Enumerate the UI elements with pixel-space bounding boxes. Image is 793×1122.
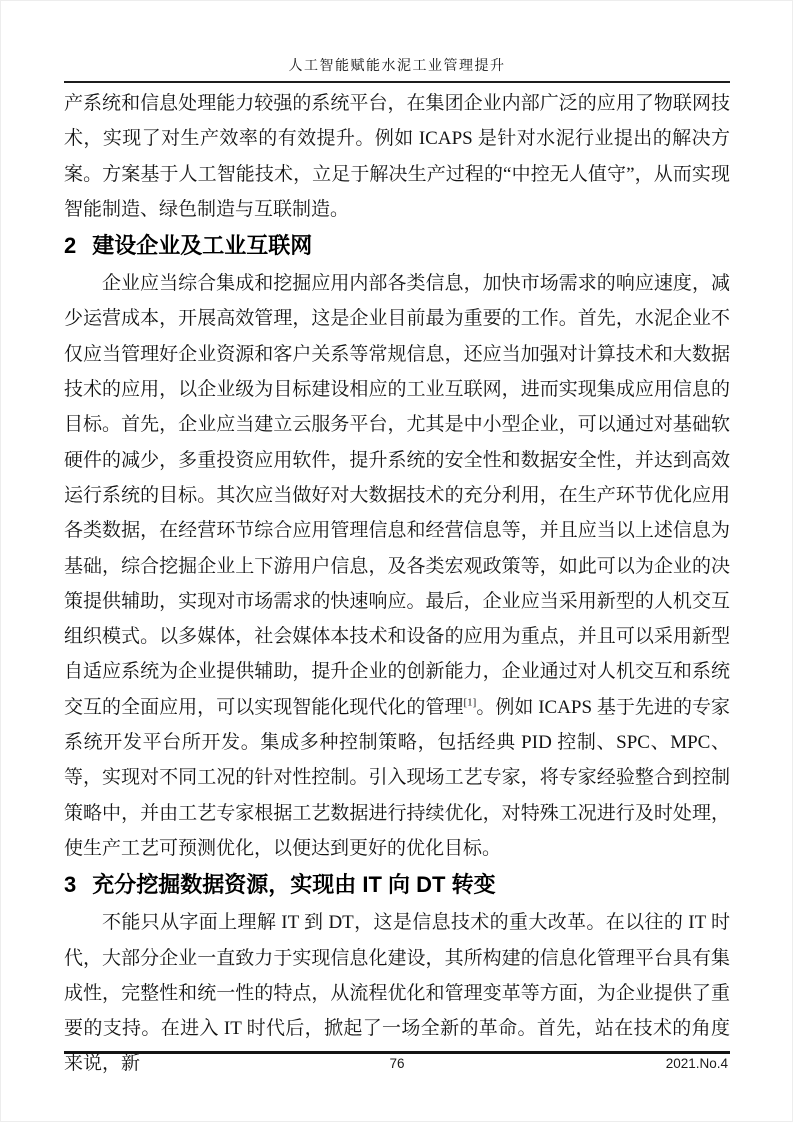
paragraph-section-2 [64,266,730,866]
page-footer [64,1051,730,1074]
section-title: 充分挖掘数据资源，实现由 IT 向 DT 转变 [92,872,496,898]
paragraph-section-3: 不能只从字面上理解 IT 到 DT，这是信息技术的重大改革。在以往的 IT 时代，大部分企业一直致力于实现信息化建设，其所构建的信息化管理平台具有集成性，完整性和统一性的特点，从流程优化和管理变革等方面，为企业提供了重要的支持。在进入 IT 时代后，掀起了一场全新的革命。首先，站在技术的角度来说，新 [64,912,730,1075]
paragraph-text: 企业应当综合集成和挖掘应用内部各类信息，加快市场需求的响应速度，减少运营成本，开展高效管理，这是企业目前最为重要的工作。首先，水泥企业不仅应当管理好企业资源和客户关系等常规信息，还应当加强对计算技术和大数据技术的应用，以企业级为目标建设相应的工业互联网，进而实现集成应用信息的目标。首先，企业应当建立云服务平台，尤其是中小型企业，可以通过对基础软硬件的减少，多重投资应用软件，提升系统的安全性和数据安全性，并达到高效运行系统的目标。其次应当做好对大数据技术的充分利用，在生产环节优化应用各类数据，在经营环节综合应用管理信息和经营信息等，并且应当以上述信息为基础，综合挖掘企业上下游用户信息，及各类宏观政策等，如此可以为企业的决策提供辅助，实现对市场需求的快速响应。最后，企业应当采用新型的人机交互组织模式。以多媒体，社会媒体本技术和设备的应用为重点，并且可以采用新型自适应系统为企业提供辅助，提升企业的创新能力，企业通过对人机交互和系统交互的全面应用，可以实现智能化现代化的管理 [64,273,730,718]
section-heading-2 [64,230,730,262]
paragraph-text: 。例如 ICAPS 基于先进的专家系统开发平台所开发。集成多种控制策略，包括经典 PID 控制、SPC、MPC、等，实现对不同工况的针对性控制。引入现场工艺专家，将专家经验整合到控制策略中，并由工艺专家根据工艺数据进行持续优化，对特殊工况进行及时处理，使生产工艺可预测优化，以便达到更好的优化目标。 [64,696,730,859]
section-number: 3 [64,872,77,898]
header-rule [64,81,730,83]
footnote-reference: [1] [463,696,477,709]
section-title: 建设企业及工业互联网 [92,233,313,259]
footer-row [64,1056,730,1074]
footer-rule [64,1051,730,1054]
section-heading-3 [64,869,730,901]
page-content [64,58,730,1082]
section-number: 2 [64,233,77,259]
page-number: 76 [389,1056,405,1071]
journal-issue-label: 2021.No.4 [665,1056,728,1071]
paragraph-continuation: 产系统和信息处理能力较强的系统平台，在集团企业内部广泛的应用了物联网技术，实现了对生产效率的有效提升。例如 ICAPS 是针对水泥行业提出的解决方案。方案基于人工智能技术，立足于解决生产过程的“中控无人值守”，从而实现智能制造、绿色制造与互联制造。 [64,93,730,220]
running-header-title: 人工智能赋能水泥工业管理提升 [288,59,506,74]
